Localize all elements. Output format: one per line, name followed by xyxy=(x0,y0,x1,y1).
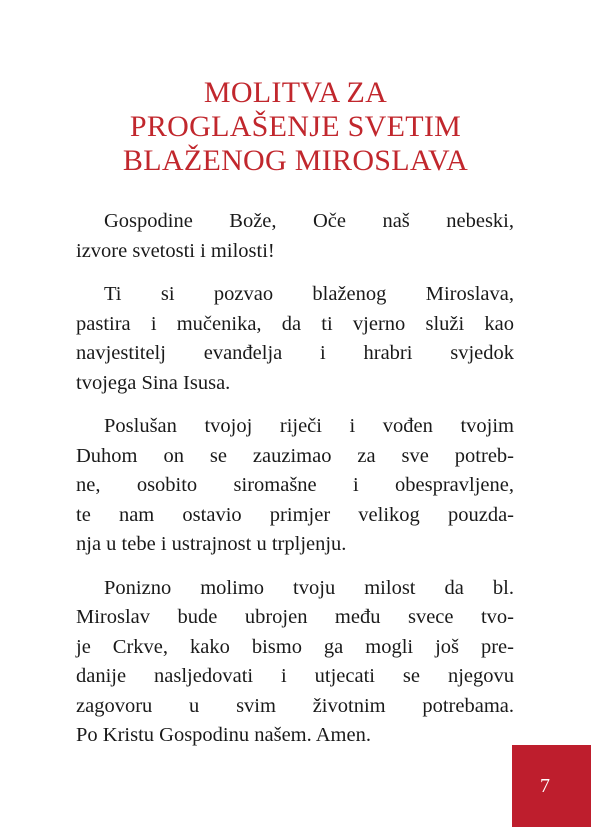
page-number: 7 xyxy=(540,775,550,797)
text-line: Duhom on se zauzimao za sve potreb- xyxy=(76,444,514,467)
paragraph-1 xyxy=(76,207,514,266)
text-line: Ponizno molimo tvoju milost da bl. xyxy=(104,576,514,599)
text-line: navjestitelj evanđelja i hrabri svjedok xyxy=(76,342,514,364)
title-line: PROGLAŠENJE SVETIM xyxy=(129,110,462,143)
paragraph-2 xyxy=(76,280,514,398)
text-line: Po Kristu Gospodinu našem. Amen. xyxy=(76,724,371,746)
prayer-title xyxy=(0,76,591,178)
text-line: Poslušan tvojoj riječi i vođen tvojim xyxy=(104,415,514,437)
text-line: je Crkve, kako bismo ga mogli još pre- xyxy=(76,635,514,658)
text-line: ne, osobito siromašne i obespravljene, xyxy=(76,474,514,496)
text-line: izvore svetosti i milosti! xyxy=(76,239,275,262)
page-number-box xyxy=(512,745,591,827)
text-line: Gospodine Bože, Oče naš nebeski, xyxy=(104,210,514,232)
text-line: tvojega Sina Isusa. xyxy=(76,371,231,394)
paragraph-4 xyxy=(76,574,514,751)
text-line: zagovoru u svim životnim potrebama. xyxy=(76,694,514,717)
text-line: te nam ostavio primjer velikog pouzda- xyxy=(76,503,514,526)
paragraph-3 xyxy=(76,412,514,560)
title-line: BLAŽENOG MIROSLAVA xyxy=(122,144,469,177)
text-line: danije nasljedovati i utjecati se njegovu xyxy=(76,665,514,687)
title-line: MOLITVA ZA xyxy=(203,76,388,109)
prayer-body xyxy=(76,207,514,765)
text-line: Miroslav bude ubrojen među svece tvo- xyxy=(76,606,514,628)
text-line: Ti si pozvao blaženog Miroslava, xyxy=(104,283,514,305)
text-line: pastira i mučenika, da ti vjerno služi kao xyxy=(76,312,514,335)
text-line: nja u tebe i ustrajnost u trpljenju. xyxy=(76,533,347,555)
